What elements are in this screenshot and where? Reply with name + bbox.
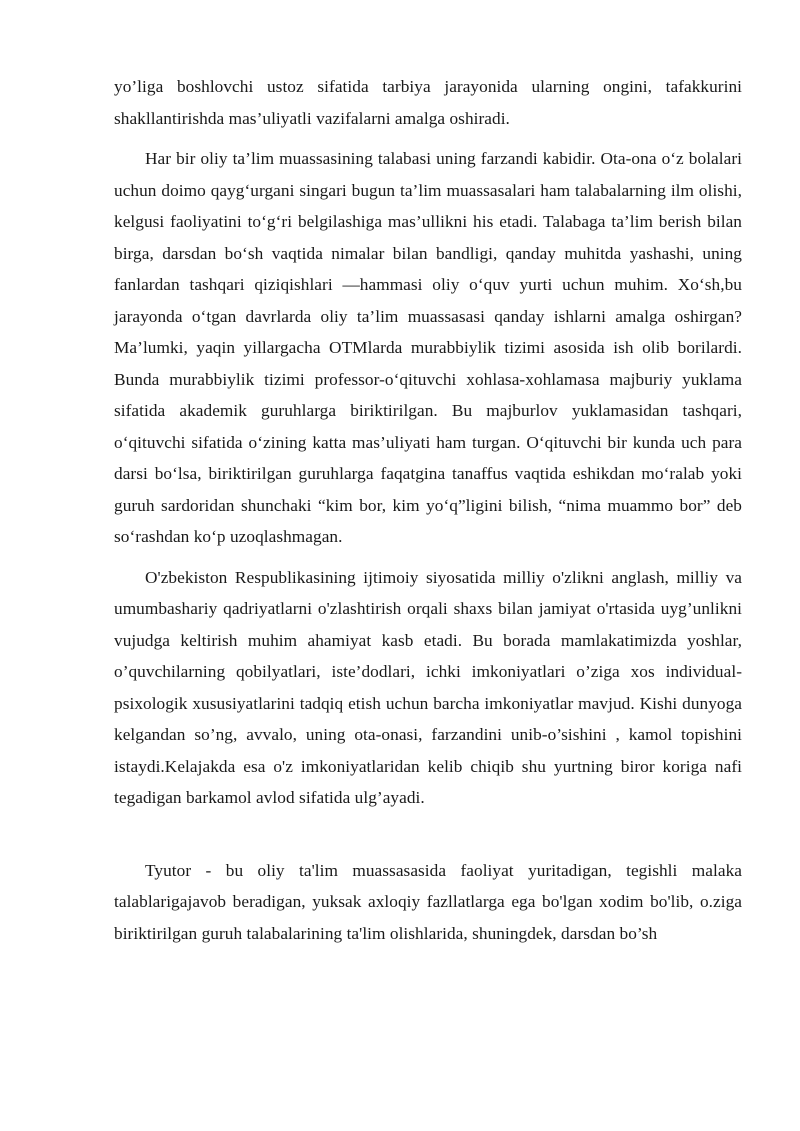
paragraph-social-policy: O'zbekiston Respublikasining ijtimoiy siyosatida milliy o'zlikni anglash, milliy va umumbashariy qadriyatlarni o'zlashtirish orqali shaxs bilan jamiyat o'rtasida uyg’unlikni vujudga keltirish muhim ahamiyat kasb etadi. Bu borada mamlakatimizda yoshlar, o’quvchilarning qobilyatlari, iste’dodlari, ichki imkoniyatlari o’ziga xos individual-psixologik xususiyatlarini tadqiq etish uchun barcha imkoniyatlar mavjud. Kishi dunyoga kelgandan so’ng, avvalo, uning ota-onasi, farzandini unib-o’sishini , kamol topishini istaydi.Kelajakda esa o'z imkoniyatlaridan kelib chiqib shu yurtning biror koriga nafi tegadigan barkamol avlod sifatida ulg’ayadi.: [114, 567, 742, 807]
paragraph-tutor-definition: Tyutor - bu oliy ta'lim muassasasida faoliyat yuritadigan, tegishli malaka talablarigajavob beradigan, yuksak axloqiy fazllatlarga ega bo'lgan xodim bo'lib, o.ziga biriktirilgan guruh talabalarining ta'lim olishlarida, shuningdek, darsdan bo’sh: [114, 860, 742, 943]
paragraph-student-care: Har bir oliy ta’lim muassasining talabasi uning farzandi kabidir. Ota-ona o‘z bolalari uchun doimo qayg‘urgani singari bugun ta’lim muassasalari ham talabalarning ilm olishi, kelgusi faoliyatini to‘g‘ri belgilashiga mas’ullikni his etadi. Talabaga ta’lim berish bilan birga, darsdan bo‘sh vaqtida nimalar bilan bandligi, qanday muhitda yashashi, uning fanlardan tashqari qiziqishlari —hammasi oliy o‘quv yurti uchun muhim. Xo‘sh,bu jarayonda o‘tgan davrlarda oliy ta’lim muassasasi qanday ishlarni amalga oshirgan? Ma’lumki, yaqin yillargacha OTMlarda murabbiylik tizimi asosida ish olib borilardi. Bunda murabbiylik tizimi professor-o‘qituvchi xohlasa-xohlamasa majburiy yuklama sifatida akademik guruhlarga biriktirilgan. Bu majburlov yuklamasidan tashqari, o‘qituvchi sifatida o‘zining katta mas’uliyati ham turgan. O‘qituvchi bir kunda uch para darsi bo‘lsa, biriktirilgan guruhlarga faqatgina tanaffus vaqtida eshikdan mo‘ralab yoki guruh sardoridan shunchaki “kim bor, kim yo‘q”ligini bilish, “nima muammo bor” deb so‘rashdan ko‘p uzoqlashmagan.: [114, 149, 742, 546]
body-text: [114, 71, 742, 958]
paragraph-continuation: yo’liga boshlovchi ustoz sifatida tarbiya jarayonida ularning ongini, tafakkurini shakllantirishda mas’uliyatli vazifalarni amalga oshiradi.: [114, 77, 742, 128]
